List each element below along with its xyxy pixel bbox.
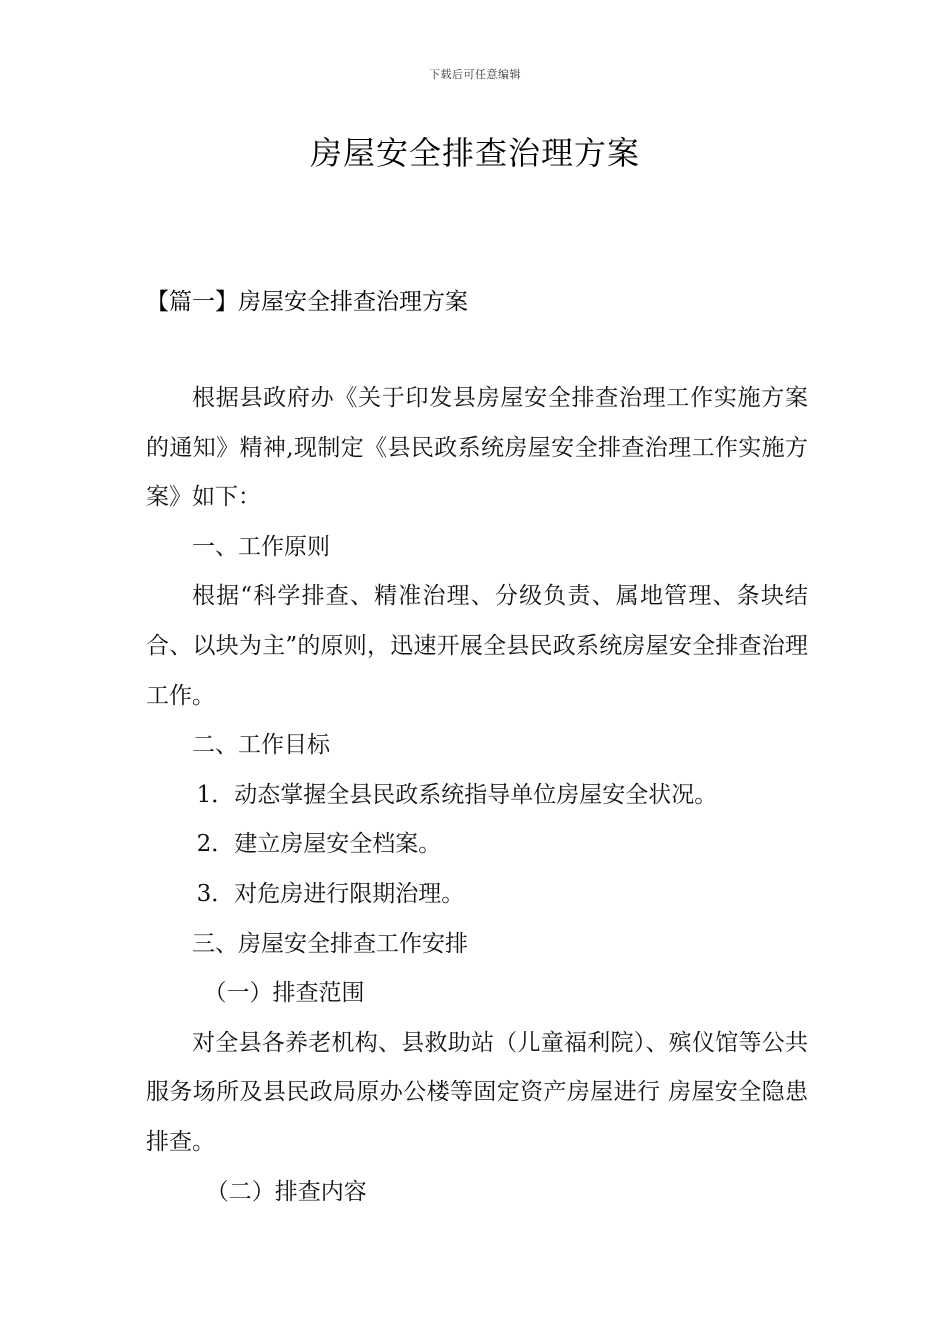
document-body: [146, 374, 808, 1217]
heading-work-arrangement: 三、房屋安全排查工作安排: [192, 930, 468, 957]
header-note: 下载后可任意编辑: [429, 68, 521, 81]
intro-paragraph: 根据县政府办《关于印发县房屋安全排查治理工作实施方案的通知》精神,现制定《县民政系统房屋安全排查治理工作实施方案》如下：: [146, 385, 808, 511]
goal-item-3: 3．对危房进行限期治理。: [196, 880, 465, 907]
section-heading: 【篇一】房屋安全排查治理方案: [146, 289, 468, 315]
subheading-content: （二）排查内容: [205, 1178, 367, 1205]
heading-work-goals: 二、工作目标: [192, 732, 330, 759]
heading-work-principle: 一、工作原则: [192, 533, 330, 560]
subheading-scope: （一）排查范围: [203, 980, 365, 1007]
goal-item-2: 2．建立房屋安全档案。: [196, 831, 442, 858]
principle-paragraph: 根据“科学排查、精准治理、分级负责、属地管理、条块结合、以块为主”的原则，迅速开展全县民政系统房屋安全排查治理工作。: [146, 583, 808, 709]
goal-item-1: 1．动态掌握全县民政系统指导单位房屋安全状况。: [196, 781, 718, 808]
document-title: 房屋安全排查治理方案: [309, 134, 640, 172]
scope-paragraph: 对全县各养老机构、县救助站（儿童福利院）、殡仪馆等公共服务场所及县民政局原办公楼等固定资产房屋进行 房屋安全隐患排查。: [146, 1029, 808, 1155]
